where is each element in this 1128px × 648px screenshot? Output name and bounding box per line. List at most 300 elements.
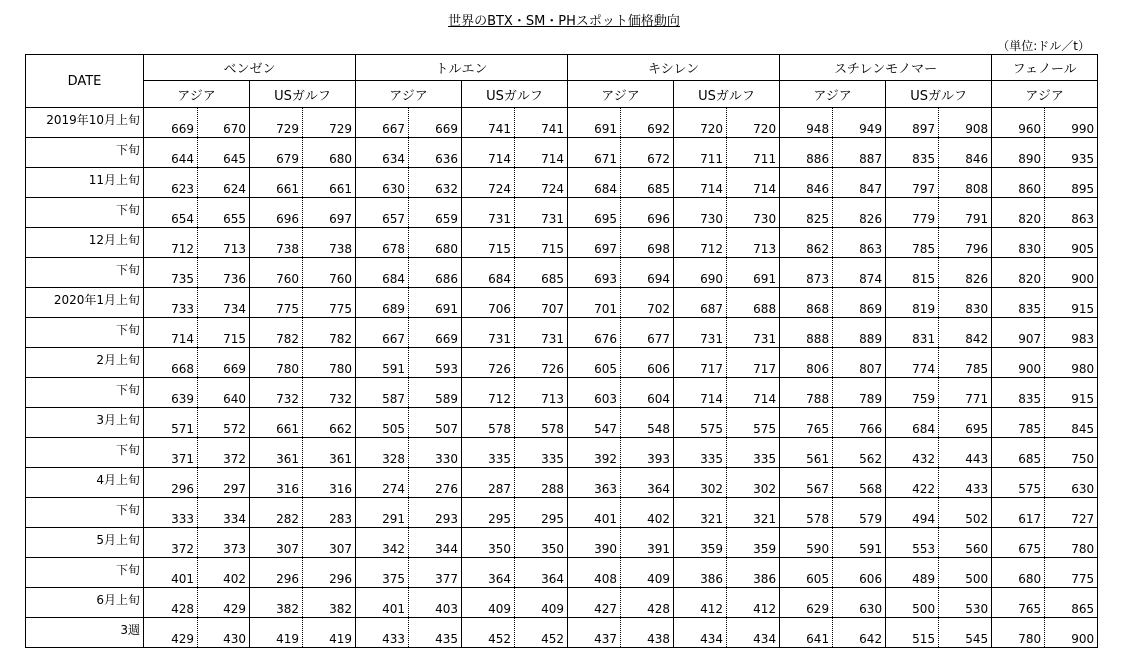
price-cell: 605 [780,558,833,588]
table-row [26,258,1098,288]
price-cell: 815 [886,258,939,288]
price-cell: 636 [409,138,462,168]
price-cell: 350 [462,528,515,558]
price-cell: 831 [886,318,939,348]
price-cell: 587 [356,378,409,408]
unit-label: （単位:ドル／t） [997,39,1090,53]
price-cell: 693 [568,258,621,288]
price-cell: 390 [568,528,621,558]
price-cell: 669 [409,318,462,348]
price-cell: 983 [1045,318,1098,348]
table-row [26,228,1098,258]
price-cell: 589 [409,378,462,408]
price-cell: 780 [250,348,303,378]
price-cell: 507 [409,408,462,438]
price-cell: 731 [727,318,780,348]
price-cell: 785 [886,228,939,258]
price-cell: 701 [568,288,621,318]
price-cell: 434 [727,618,780,648]
table-row [26,138,1098,168]
product-header: スチレンモノマー [780,55,992,81]
region-header: USガルフ [886,81,992,108]
price-cell: 897 [886,108,939,138]
price-cell: 695 [568,198,621,228]
region-header: USガルフ [250,81,356,108]
row-date: 下旬 [26,138,144,168]
price-cell: 316 [303,468,356,498]
price-cell: 547 [568,408,621,438]
price-cell: 873 [780,258,833,288]
price-cell: 862 [780,228,833,258]
price-cell: 676 [568,318,621,348]
price-cell: 672 [621,138,674,168]
price-cell: 697 [303,198,356,228]
price-cell: 807 [833,348,886,378]
price-cell: 428 [621,588,674,618]
price-cell: 403 [409,588,462,618]
price-cell: 698 [621,228,674,258]
price-cell: 684 [568,168,621,198]
price-cell: 316 [250,468,303,498]
price-cell: 335 [674,438,727,468]
price-cell: 335 [515,438,568,468]
row-date: 11月上旬 [26,168,144,198]
price-cell: 771 [939,378,992,408]
price-cell: 287 [462,468,515,498]
price-cell: 429 [144,618,198,648]
price-cell: 401 [568,498,621,528]
price-cell: 730 [727,198,780,228]
price-cell: 359 [674,528,727,558]
price-cell: 372 [144,528,198,558]
price-cell: 796 [939,228,992,258]
price-cell: 691 [727,258,780,288]
price-cell: 905 [1045,228,1098,258]
page-title: 世界のBTX・SM・PHスポット価格動向 [448,14,680,29]
price-cell: 714 [674,378,727,408]
price-cell: 335 [462,438,515,468]
region-header: アジア [356,81,462,108]
price-cell: 713 [515,378,568,408]
price-cell: 819 [886,288,939,318]
price-cell: 711 [727,138,780,168]
price-cell: 759 [886,378,939,408]
price-cell: 888 [780,318,833,348]
price-cell: 680 [303,138,356,168]
price-cell: 502 [939,498,992,528]
table-row [26,558,1098,588]
price-cell: 667 [356,108,409,138]
table-row [26,198,1098,228]
price-cell: 736 [198,258,250,288]
price-cell: 591 [356,348,409,378]
price-cell: 655 [198,198,250,228]
price-cell: 623 [144,168,198,198]
table-row [26,348,1098,378]
price-cell: 689 [356,288,409,318]
price-cell: 765 [780,408,833,438]
price-cell: 422 [886,468,939,498]
price-cell: 562 [833,438,886,468]
region-header: アジア [568,81,674,108]
price-cell: 785 [939,348,992,378]
table-body [26,108,1098,648]
price-cell: 826 [833,198,886,228]
price-cell: 775 [1045,558,1098,588]
price-cell: 640 [198,378,250,408]
price-cell: 890 [992,138,1045,168]
price-cell: 687 [674,288,727,318]
price-cell: 578 [515,408,568,438]
price-cell: 915 [1045,378,1098,408]
row-date: 下旬 [26,438,144,468]
price-cell: 392 [568,438,621,468]
product-header: トルエン [356,55,568,81]
price-cell: 489 [886,558,939,588]
price-cell: 373 [198,528,250,558]
row-date: 下旬 [26,498,144,528]
price-cell: 907 [992,318,1045,348]
price-cell: 545 [939,618,992,648]
price-cell: 438 [621,618,674,648]
price-cell: 782 [303,318,356,348]
price-cell: 727 [1045,498,1098,528]
price-cell: 402 [621,498,674,528]
price-cell: 690 [674,258,727,288]
price-cell: 274 [356,468,409,498]
price-cell: 835 [992,378,1045,408]
price-cell: 949 [833,108,886,138]
row-date: 12月上旬 [26,228,144,258]
price-cell: 691 [409,288,462,318]
price-cell: 402 [198,558,250,588]
price-cell: 568 [833,468,886,498]
price-cell: 641 [780,618,833,648]
price-cell: 766 [833,408,886,438]
price-cell: 401 [144,558,198,588]
price-cell: 731 [515,198,568,228]
row-date: 下旬 [26,258,144,288]
price-cell: 333 [144,498,198,528]
region-header: USガルフ [462,81,568,108]
price-cell: 680 [409,228,462,258]
price-cell: 842 [939,318,992,348]
price-cell: 741 [462,108,515,138]
price-cell: 731 [674,318,727,348]
price-cell: 820 [992,198,1045,228]
price-cell: 283 [303,498,356,528]
price-cell: 960 [992,108,1045,138]
price-cell: 685 [621,168,674,198]
price-cell: 375 [356,558,409,588]
price-cell: 382 [250,588,303,618]
price-cell: 863 [833,228,886,258]
price-cell: 908 [939,108,992,138]
price-cell: 731 [462,198,515,228]
price-cell: 731 [462,318,515,348]
price-table [25,54,1098,648]
region-header: アジア [144,81,250,108]
price-cell: 433 [356,618,409,648]
price-cell: 675 [992,528,1045,558]
price-cell: 605 [568,348,621,378]
price-cell: 630 [833,588,886,618]
price-cell: 780 [303,348,356,378]
table-row [26,528,1098,558]
price-cell: 685 [992,438,1045,468]
price-cell: 364 [462,558,515,588]
price-cell: 732 [303,378,356,408]
price-cell: 720 [727,108,780,138]
price-cell: 685 [515,258,568,288]
region-header: USガルフ [674,81,780,108]
table-row [26,408,1098,438]
price-cell: 679 [250,138,303,168]
price-cell: 606 [621,348,674,378]
price-cell: 714 [515,138,568,168]
row-date: 4月上旬 [26,468,144,498]
price-cell: 797 [886,168,939,198]
price-cell: 437 [568,618,621,648]
price-cell: 412 [674,588,727,618]
price-cell: 344 [409,528,462,558]
row-date: 2020年1月上旬 [26,288,144,318]
price-cell: 433 [939,468,992,498]
price-cell: 765 [992,588,1045,618]
table-row [26,108,1098,138]
price-cell: 630 [356,168,409,198]
price-cell: 321 [674,498,727,528]
price-cell: 980 [1045,348,1098,378]
price-cell: 717 [727,348,780,378]
price-cell: 657 [356,198,409,228]
price-cell: 409 [462,588,515,618]
price-cell: 865 [1045,588,1098,618]
price-cell: 295 [462,498,515,528]
price-cell: 634 [356,138,409,168]
price-cell: 578 [780,498,833,528]
price-cell: 724 [462,168,515,198]
price-cell: 291 [356,498,409,528]
price-cell: 715 [515,228,568,258]
row-date: 下旬 [26,318,144,348]
price-cell: 295 [515,498,568,528]
price-cell: 750 [1045,438,1098,468]
price-cell: 282 [250,498,303,528]
price-cell: 669 [409,108,462,138]
price-cell: 825 [780,198,833,228]
price-cell: 591 [833,528,886,558]
price-cell: 780 [992,618,1045,648]
price-cell: 845 [1045,408,1098,438]
price-cell: 724 [515,168,568,198]
price-cell: 706 [462,288,515,318]
price-cell: 785 [992,408,1045,438]
price-cell: 715 [462,228,515,258]
row-date: 下旬 [26,198,144,228]
price-cell: 409 [515,588,568,618]
price-cell: 935 [1045,138,1098,168]
price-cell: 452 [462,618,515,648]
price-cell: 948 [780,108,833,138]
price-cell: 714 [674,168,727,198]
price-cell: 361 [250,438,303,468]
price-cell: 868 [780,288,833,318]
price-cell: 900 [992,348,1045,378]
price-cell: 684 [356,258,409,288]
price-cell: 391 [621,528,674,558]
price-cell: 726 [462,348,515,378]
price-cell: 645 [198,138,250,168]
price-cell: 806 [780,348,833,378]
price-cell: 386 [674,558,727,588]
price-cell: 730 [674,198,727,228]
price-cell: 791 [939,198,992,228]
price-cell: 694 [621,258,674,288]
price-cell: 500 [886,588,939,618]
price-cell: 684 [886,408,939,438]
price-cell: 734 [198,288,250,318]
price-cell: 731 [515,318,568,348]
price-cell: 350 [515,528,568,558]
price-cell: 302 [727,468,780,498]
table-row [26,288,1098,318]
price-cell: 443 [939,438,992,468]
price-cell: 735 [144,258,198,288]
price-cell: 659 [409,198,462,228]
price-cell: 869 [833,288,886,318]
price-cell: 307 [303,528,356,558]
price-cell: 561 [780,438,833,468]
price-cell: 729 [250,108,303,138]
price-cell: 661 [303,168,356,198]
price-cell: 321 [727,498,780,528]
price-cell: 408 [568,558,621,588]
price-cell: 846 [939,138,992,168]
price-cell: 775 [303,288,356,318]
date-header: DATE [26,55,144,108]
price-cell: 696 [621,198,674,228]
price-cell: 293 [409,498,462,528]
price-cell: 494 [886,498,939,528]
price-cell: 571 [144,408,198,438]
price-cell: 669 [144,108,198,138]
price-cell: 847 [833,168,886,198]
price-cell: 915 [1045,288,1098,318]
price-cell: 712 [674,228,727,258]
price-cell: 328 [356,438,409,468]
price-cell: 434 [674,618,727,648]
price-cell: 661 [250,168,303,198]
price-cell: 678 [356,228,409,258]
price-cell: 774 [886,348,939,378]
price-cell: 654 [144,198,198,228]
price-cell: 741 [515,108,568,138]
price-cell: 688 [727,288,780,318]
price-cell: 696 [250,198,303,228]
row-date: 3週 [26,618,144,648]
price-cell: 430 [198,618,250,648]
price-cell: 714 [144,318,198,348]
price-cell: 889 [833,318,886,348]
price-cell: 335 [727,438,780,468]
price-cell: 738 [303,228,356,258]
price-cell: 738 [250,228,303,258]
row-date: 5月上旬 [26,528,144,558]
price-cell: 575 [727,408,780,438]
price-cell: 297 [198,468,250,498]
price-cell: 789 [833,378,886,408]
product-header: キシレン [568,55,780,81]
price-cell: 886 [780,138,833,168]
price-cell: 377 [409,558,462,588]
price-cell: 432 [886,438,939,468]
price-cell: 372 [198,438,250,468]
price-cell: 717 [674,348,727,378]
price-cell: 567 [780,468,833,498]
price-cell: 603 [568,378,621,408]
price-cell: 729 [303,108,356,138]
price-cell: 826 [939,258,992,288]
table-row [26,168,1098,198]
price-cell: 712 [462,378,515,408]
price-cell: 712 [144,228,198,258]
price-cell: 900 [1045,618,1098,648]
price-cell: 713 [198,228,250,258]
price-cell: 361 [303,438,356,468]
price-cell: 632 [409,168,462,198]
row-date: 2月上旬 [26,348,144,378]
price-cell: 296 [250,558,303,588]
price-cell: 667 [356,318,409,348]
price-cell: 820 [992,258,1045,288]
region-header: アジア [992,81,1098,108]
price-cell: 334 [198,498,250,528]
price-cell: 452 [515,618,568,648]
price-cell: 644 [144,138,198,168]
price-cell: 714 [462,138,515,168]
price-cell: 624 [198,168,250,198]
price-cell: 604 [621,378,674,408]
price-cell: 590 [780,528,833,558]
price-cell: 692 [621,108,674,138]
price-cell: 732 [250,378,303,408]
price-cell: 419 [250,618,303,648]
product-header: フェノール [992,55,1098,81]
row-date: 6月上旬 [26,588,144,618]
price-cell: 830 [939,288,992,318]
price-cell: 900 [1045,258,1098,288]
price-cell: 895 [1045,168,1098,198]
price-cell: 296 [144,468,198,498]
price-cell: 412 [727,588,780,618]
price-cell: 788 [780,378,833,408]
price-cell: 401 [356,588,409,618]
price-cell: 548 [621,408,674,438]
price-cell: 835 [886,138,939,168]
price-cell: 780 [1045,528,1098,558]
price-cell: 617 [992,498,1045,528]
table-row [26,318,1098,348]
price-cell: 515 [886,618,939,648]
table-row [26,498,1098,528]
price-cell: 677 [621,318,674,348]
row-date: 3月上旬 [26,408,144,438]
price-cell: 714 [727,378,780,408]
price-cell: 668 [144,348,198,378]
price-cell: 629 [780,588,833,618]
price-cell: 382 [303,588,356,618]
